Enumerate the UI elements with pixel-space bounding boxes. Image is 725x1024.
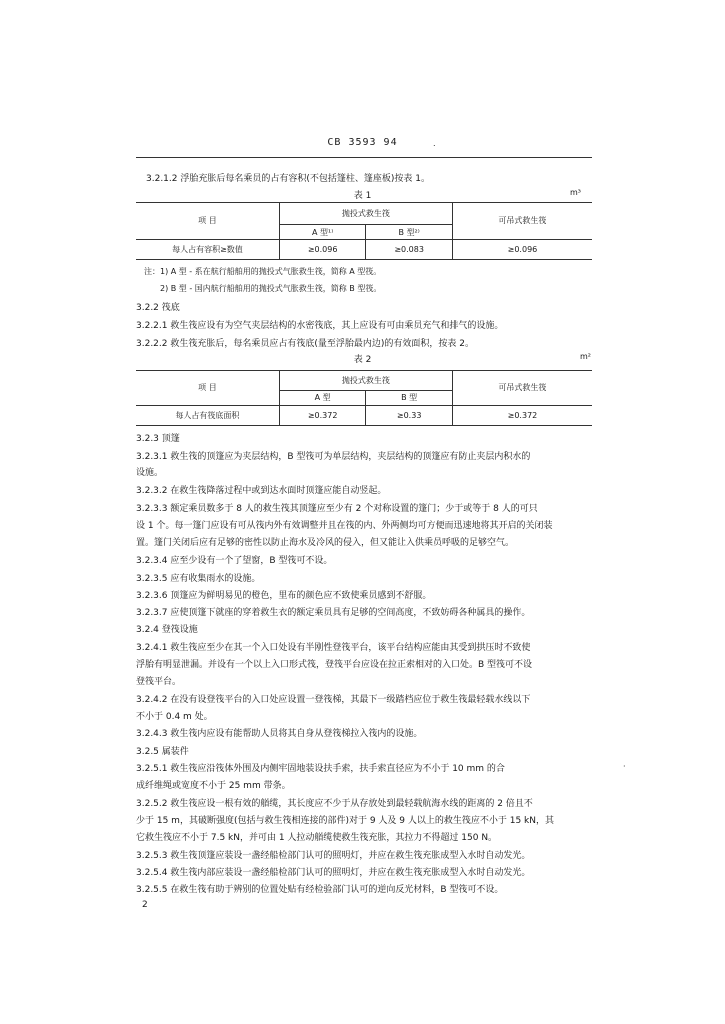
clause-3-2-3-3: 3.2.3.3 额定乘员数多于 8 人的救生筏其顶篷应至少有 2 个对称设置的篷门；少于或等于 8 人的可只	[136, 504, 538, 514]
table2-header-group: 抛投式救生筏	[279, 371, 452, 391]
clause-3-2-4-2-cont: 不小于 0.4 m 处。	[136, 712, 213, 722]
table1	[136, 202, 592, 260]
table1-header-item: 项 目	[136, 203, 279, 240]
clause-3-2-3-2: 3.2.3.2 在救生筏降落过程中或到达水面时顶篷应能自动竖起。	[136, 486, 387, 496]
clause-3-2-2-2: 3.2.2.2 救生筏充胀后，每名乘员应占有筏底(量至浮胎最内边)的有效面积，按表 2。	[136, 339, 474, 349]
table2-cell-a: ≥0.372	[279, 405, 366, 425]
clause-3-2-1-2: 3.2.1.2 浮胎充胀后每名乘员的占有容积(不包括篷柱、篷座板)按表 1。	[146, 174, 430, 184]
header-mark: .	[433, 139, 436, 148]
table1-cell-a: ≥0.096	[279, 239, 366, 259]
clause-3-2-4-3: 3.2.4.3 救生筏内应设有能帮助人员将其自身从登筏梯拉入筏内的设施。	[136, 729, 423, 739]
clause-3-2-4-1-cont2: 登筏平台。	[136, 677, 182, 687]
clause-3-2-5-5: 3.2.5.5 在救生筏有助于辨别的位置处贴有经检验部门认可的逆向反光材料，B 型筏可不设。	[136, 885, 504, 895]
clause-3-2-2: 3.2.2 筏底	[136, 303, 180, 313]
table1-row-label: 每人占有容积≥数值	[136, 239, 279, 259]
scan-speck: ·	[623, 762, 626, 771]
table2-cell-davit: ≥0.372	[452, 405, 592, 425]
clause-3-2-3-5: 3.2.3.5 应有收集雨水的设施。	[136, 574, 261, 584]
clause-3-2-3: 3.2.3 顶篷	[136, 434, 180, 444]
table1-note-2: 2) B 型 - 国内航行船舶用的抛投式气胀救生筏，简称 B 型筏。	[160, 284, 382, 293]
standard-code-header: CB 3593 94	[327, 137, 398, 148]
table2-header-a: A 型	[279, 391, 366, 405]
clause-3-2-3-4: 3.2.3.4 应至少设有一个了望窗，B 型筏可不设。	[136, 556, 333, 566]
clause-3-2-5-1-cont: 成纤维绳或宽度不小于 25 mm 带条。	[136, 781, 291, 791]
table1-header-group: 抛投式救生筏	[279, 203, 452, 225]
clause-3-2-3-6: 3.2.3.6 顶篷应为鲜明易见的橙色，里布的颜色应不致使乘员感到不舒服。	[136, 591, 432, 601]
clause-3-2-3-3-cont1: 设 1 个。每一篷门应设有可从筏内外有效调整并且在筏的内、外两侧均可方便而迅速地将其开启的关闭装	[136, 521, 553, 531]
table1-cell-davit: ≥0.096	[452, 239, 592, 259]
clause-3-2-3-1: 3.2.3.1 救生筏的顶篷应为夹层结构，B 型筏可为单层结构，夹层结构的顶篷应有防止夹层内积水的	[136, 452, 531, 462]
page-number: 2	[142, 900, 148, 910]
table1-note-1: 注：1) A 型 - 系在航行船舶用的抛投式气胀救生筏，简称 A 型筏。	[144, 267, 382, 276]
clause-3-2-5-2: 3.2.5.2 救生筏应设一根有效的艏缆，其长度应不少于从存放处到最轻载航海水线的距离的 2 倍且不	[136, 799, 533, 809]
clause-3-2-3-1-cont: 设施。	[136, 468, 164, 478]
clause-3-2-5-4: 3.2.5.4 救生筏内部应装设一盏经船检部门认可的照明灯，并应在救生筏充胀成型入水时自动发光。	[136, 868, 531, 878]
table2-header-b: B 型	[366, 391, 452, 405]
table1-cell-b: ≥0.083	[366, 239, 453, 259]
table2-header-davit: 可吊式救生筏	[452, 371, 592, 406]
clause-3-2-3-3-cont2: 置。篷门关闭后应有足够的密性以防止海水及冷风的侵入，但又能让入供乘员呼吸的足够空气。	[136, 538, 515, 548]
clause-3-2-5-2-cont1: 少于 15 m，其破断强度(包括与救生筏相连接的部件)对于 9 人及 9 人以上的救生筏应不小于 15 kN，其	[136, 816, 554, 826]
table2-caption: 表 2	[353, 355, 372, 365]
clause-3-2-4-1-cont1: 浮胎有明显泄漏。并设有一个以上入口形式筏，登筏平台应设在拉正索相对的入口处。B 型筏可不设	[136, 660, 533, 670]
clause-3-2-4-2: 3.2.4.2 在没有设登筏平台的入口处应设置一登筏梯，其最下一级踏档应位于救生筏最轻载水线以下	[136, 695, 531, 705]
clause-3-2-4-1: 3.2.4.1 救生筏应至少在其一个入口处设有半刚性登筏平台，该平台结构应能由其受到拱压时不致使	[136, 643, 531, 653]
table2-unit: m²	[580, 352, 591, 361]
table1-header-a: A 型¹⁾	[279, 225, 366, 239]
clause-3-2-5-3: 3.2.5.3 救生筏顶篷应装设一盏经船检部门认可的照明灯，并应在救生筏充胀成型入水时自动发光。	[136, 851, 531, 861]
clause-3-2-5: 3.2.5 属装件	[136, 747, 189, 757]
clause-3-2-3-7: 3.2.3.7 应使顶篷下就座的穿着救生衣的额定乘员具有足够的空间高度，不致妨碍各种属具的操作。	[136, 608, 531, 618]
table1-header-b: B 型²⁾	[366, 225, 453, 239]
clause-3-2-5-2-cont2: 它救生筏应不小于 7.5 kN，并可由 1 人拉动艏缆使救生筏充胀，其拉力不得超过 150 N。	[136, 833, 498, 843]
table2-header-item: 项 目	[136, 371, 279, 406]
table1-unit: m³	[570, 188, 581, 197]
table2	[136, 370, 592, 426]
header-rule	[136, 157, 592, 158]
clause-3-2-5-1: 3.2.5.1 救生筏应沿筏体外围及内侧牢固地装设扶手索，扶手索直径应为不小于 10 mm 的合	[136, 764, 505, 774]
clause-3-2-2-1: 3.2.2.1 救生筏应设有为空气夹层结构的水密筏底，其上应设有可由乘员充气和排气的设施。	[136, 321, 504, 331]
table1-caption: 表 1	[353, 191, 372, 201]
clause-3-2-4: 3.2.4 登筏设施	[136, 625, 198, 635]
table2-cell-b: ≥0.33	[366, 405, 452, 425]
table1-header-davit: 可吊式救生筏	[452, 203, 592, 240]
table2-row-label: 每人占有筏底面积	[136, 405, 279, 425]
